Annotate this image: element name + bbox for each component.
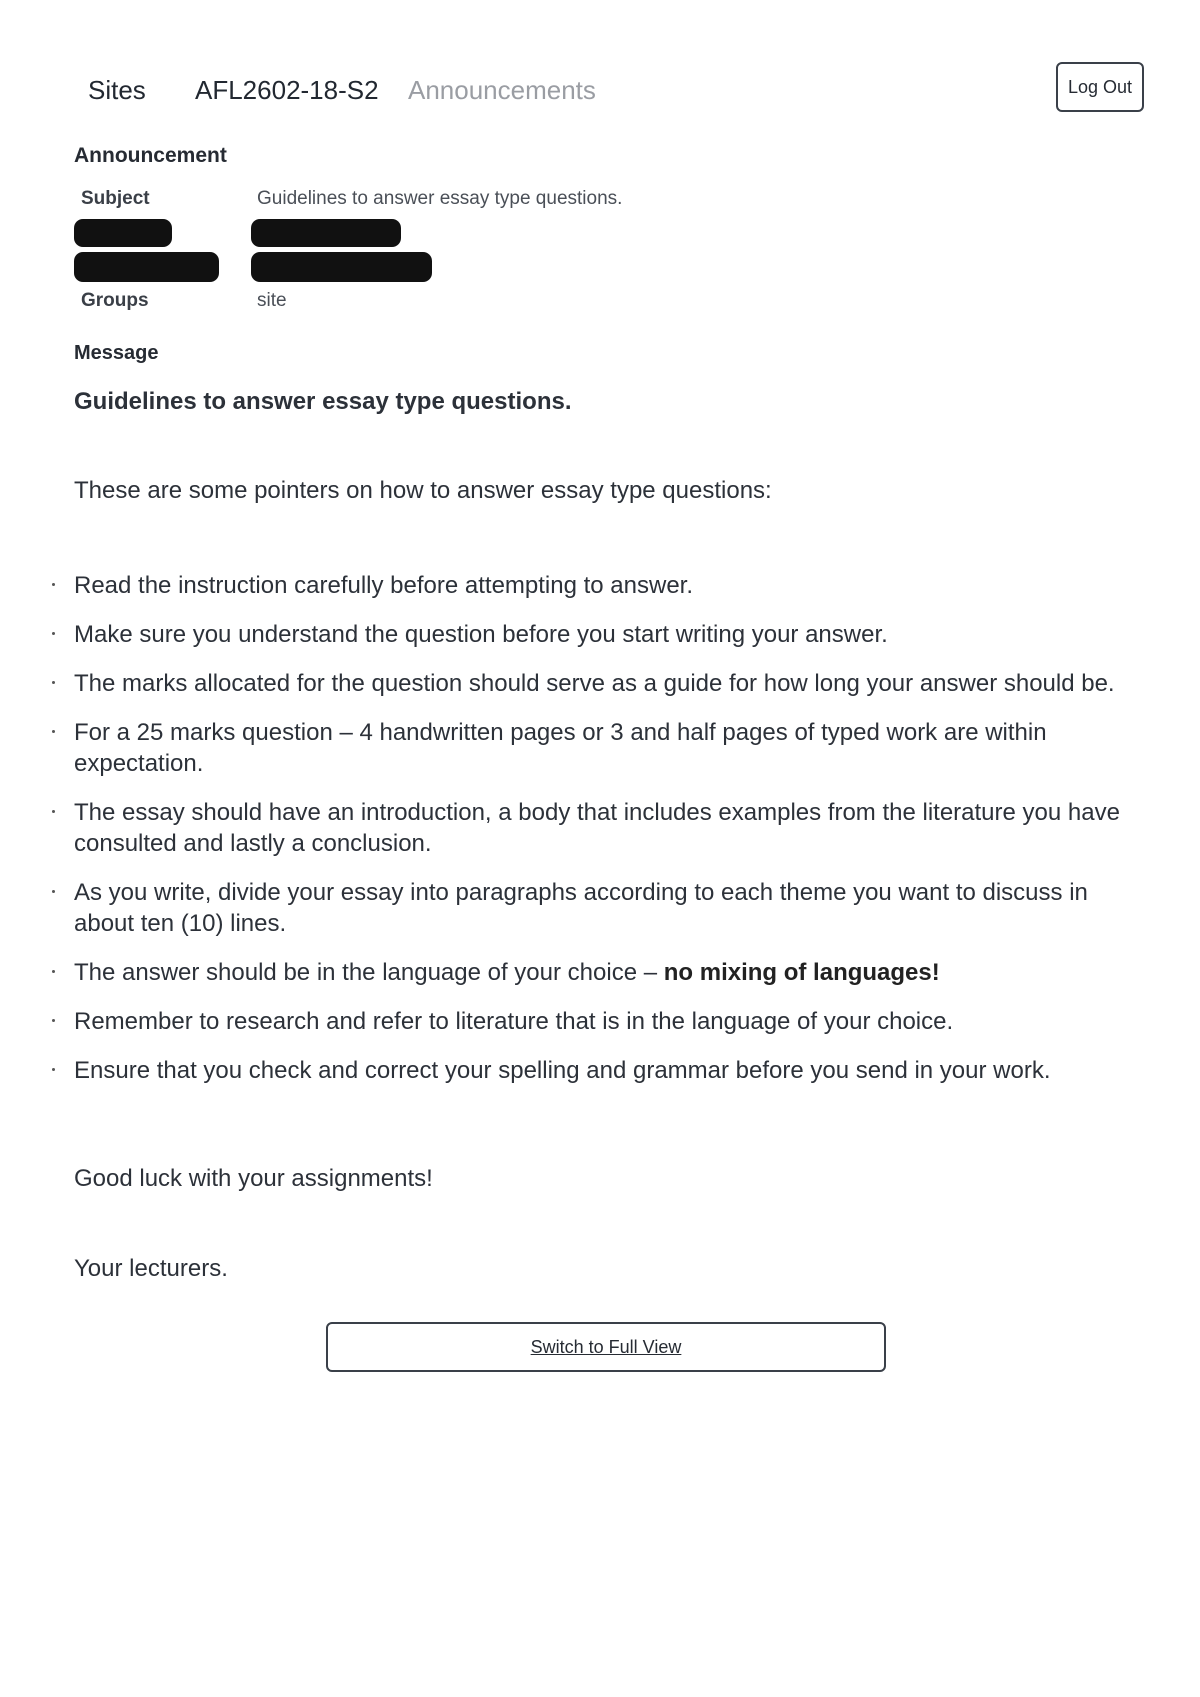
bullet-dot-icon [52,1068,55,1071]
bullet-dot-icon [52,583,55,586]
bullet-dot-icon [52,970,55,973]
groups-value: site [257,290,287,311]
nav-announcements-current: Announcements [408,75,596,105]
no-mixing-emphasis: no mixing of languages! [663,959,940,986]
subject-label: Subject [81,188,150,209]
redacted-value-2 [251,252,432,282]
list-item: The answer should be in the language of your choice – no mixing of languages! [74,957,1144,988]
bullet-dot-icon [52,632,55,635]
groups-label: Groups [81,290,149,311]
bullet-dot-icon [52,810,55,813]
closing-text: Good luck with your assignments! [74,1165,433,1192]
guidelines-list [74,570,1144,1104]
list-item: As you write, divide your essay into paragraphs according to each theme you want to discuss in about ten (10) lines. [74,877,1144,939]
top-navigation [0,62,1200,118]
bullet-dot-icon [52,681,55,684]
message-label: Message [74,342,159,364]
announcement-heading: Announcement [74,144,227,167]
list-item: The marks allocated for the question should serve as a guide for how long your answer should be. [74,668,1144,699]
redacted-label-1 [74,219,172,247]
list-item: For a 25 marks question – 4 handwritten pages or 3 and half pages of typed work are within expectation. [74,717,1144,779]
redacted-value-1 [251,219,401,247]
bullet-dot-icon [52,730,55,733]
nav-sites-link[interactable]: Sites [88,75,146,105]
switch-full-view-button[interactable]: Switch to Full View [326,1322,886,1372]
bullet-dot-icon [52,890,55,893]
message-intro: These are some pointers on how to answer essay type questions: [74,477,772,504]
logout-button[interactable]: Log Out [1056,62,1144,112]
list-item: Ensure that you check and correct your spelling and grammar before you send in your work. [74,1055,1144,1086]
redacted-label-2 [74,252,219,282]
bullet-dot-icon [52,1019,55,1022]
signoff-text: Your lecturers. [74,1255,228,1282]
list-item: Remember to research and refer to literature that is in the language of your choice. [74,1006,1144,1037]
subject-value: Guidelines to answer essay type questions. [257,188,623,209]
list-item: Read the instruction carefully before attempting to answer. [74,570,1144,601]
message-heading: Guidelines to answer essay type questions. [74,388,572,415]
list-item: Make sure you understand the question before you start writing your answer. [74,619,1144,650]
nav-course-link[interactable]: AFL2602-18-S2 [195,75,379,105]
list-item: The essay should have an introduction, a body that includes examples from the literature you have consulted and lastly a conclusion. [74,797,1144,859]
